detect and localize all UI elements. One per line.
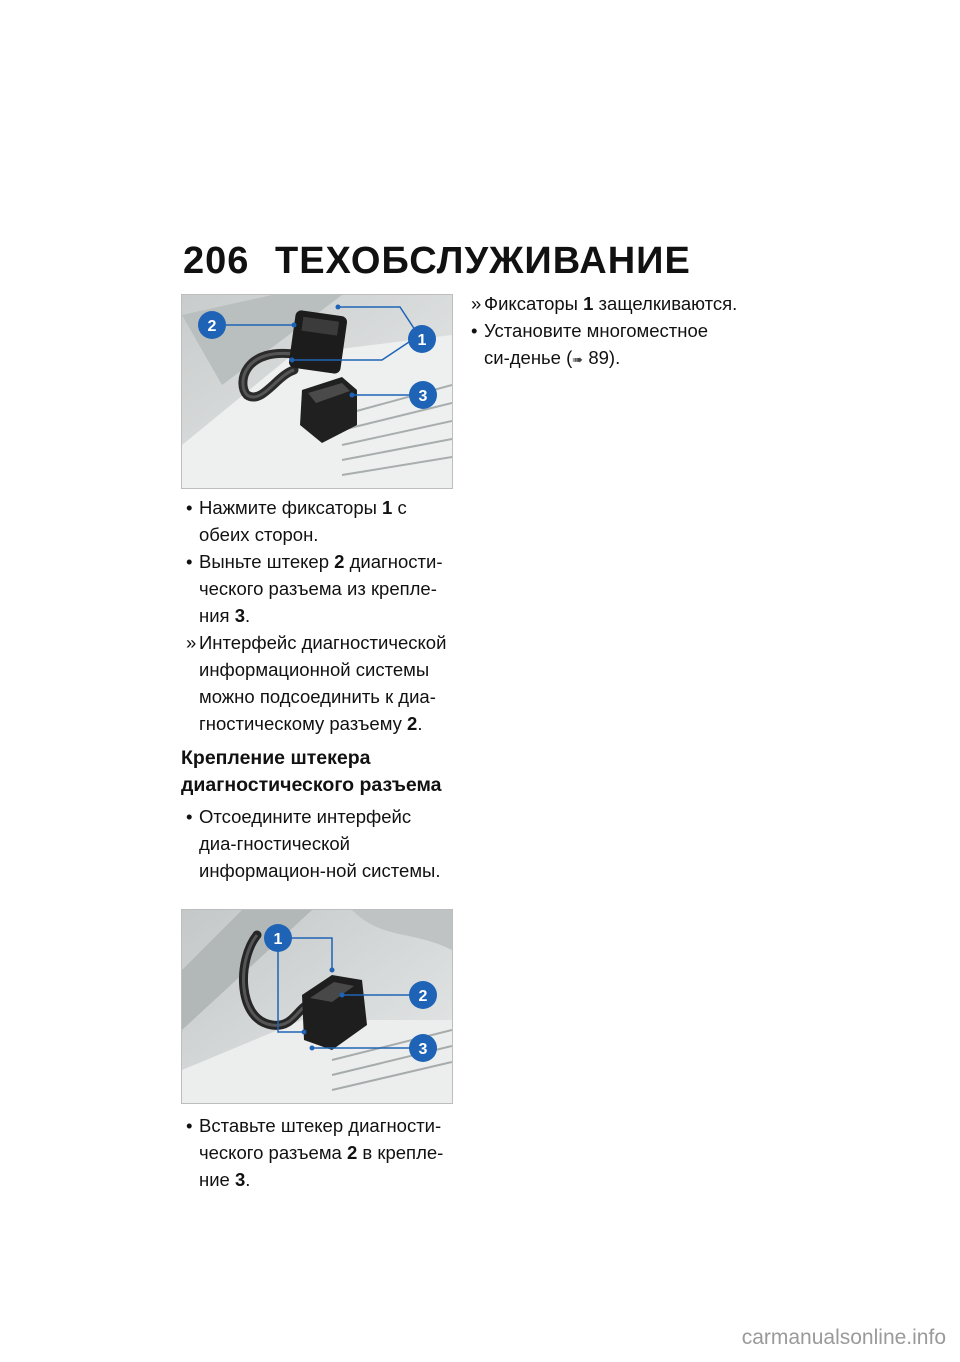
page-reference-link[interactable]: 89: [588, 347, 609, 368]
step-press-latches: • Нажмите фиксаторы 1 с обеих сторон.: [186, 497, 407, 545]
page-reference-arrow-icon: ➠: [572, 352, 584, 367]
step-insert-plug: • Вставьте штекер диагности-ческого разъема 2 в крепле-ние 3.: [186, 1115, 444, 1190]
svg-text:1: 1: [273, 931, 283, 948]
svg-text:3: 3: [418, 388, 428, 405]
svg-text:3: 3: [418, 1041, 428, 1058]
watermark: carmanualsonline.info: [741, 1326, 946, 1349]
result-interface-connect: » Интерфейс диагностической информационной системы можно подсоединить к диа-гностическому разъему 2.: [186, 632, 447, 734]
result-latches-engage: » Фиксаторы 1 защелкиваются.: [471, 293, 738, 314]
callout-1-badge: [408, 325, 436, 353]
page-number: 206: [183, 240, 250, 282]
svg-text:2: 2: [418, 988, 428, 1005]
svg-text:2: 2: [207, 318, 217, 335]
step-disconnect-interface: • Отсоедините интерфейс диа-гностической информацион-ной системы.: [186, 806, 441, 881]
photo-illustration: [182, 295, 452, 488]
step-install-seat: • Установите многоместное си-денье (➠ 89).: [471, 320, 709, 368]
callout-2-badge-2: [409, 981, 437, 1009]
figure-diagnostic-connector-removal: [181, 294, 453, 489]
callout-2-badge: [198, 311, 226, 339]
callout-3-badge: [409, 381, 437, 409]
step-remove-plug: • Выньте штекер 2 диагности-ческого разъема из крепле-ния 3.: [186, 551, 443, 626]
svg-text:1: 1: [417, 332, 427, 349]
figure-diagnostic-connector-mounting: [181, 909, 453, 1104]
section-heading: Крепление штекера диагностического разъема: [181, 747, 442, 796]
callout-1-badge-2: [264, 924, 292, 952]
right-column: [466, 290, 738, 373]
photo-illustration-2: [182, 910, 452, 1103]
page-title: ТЕХОБСЛУЖИВАНИЕ: [275, 240, 691, 282]
page-header: [183, 240, 691, 283]
callout-3-badge-2: [409, 1034, 437, 1062]
left-column: [181, 294, 453, 1193]
steps-removal: [181, 494, 453, 737]
